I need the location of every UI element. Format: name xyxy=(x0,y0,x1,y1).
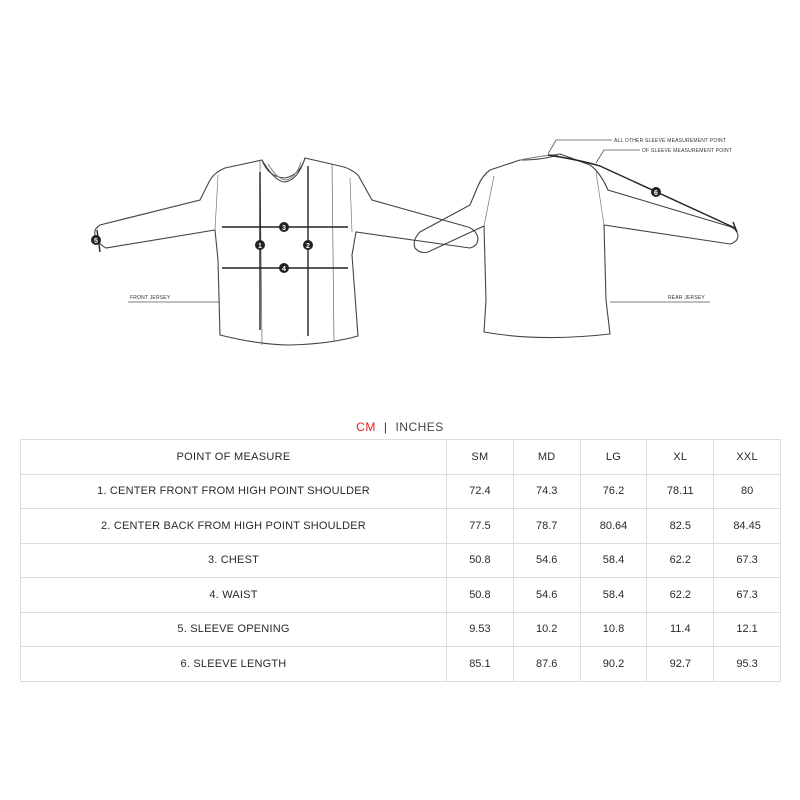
jersey-measurement-diagram xyxy=(0,0,800,380)
value-lg: 90.2 xyxy=(580,647,647,682)
value-lg: 58.4 xyxy=(580,543,647,578)
value-md: 10.2 xyxy=(513,612,580,647)
value-xxl: 80 xyxy=(714,474,781,509)
value-sm: 85.1 xyxy=(447,647,514,682)
table-row xyxy=(21,578,781,613)
value-sm: 50.8 xyxy=(447,578,514,613)
table-row xyxy=(21,612,781,647)
value-xxl: 67.3 xyxy=(714,578,781,613)
callout-upper-label: ALL OTHER SLEEVE MEASUREMENT POINT xyxy=(614,138,727,144)
header-size-xl: XL xyxy=(647,440,714,475)
unit-cm-option[interactable]: CM xyxy=(356,420,376,434)
rear-jersey-illustration xyxy=(414,154,738,338)
measure-label: 1. CENTER FRONT FROM HIGH POINT SHOULDER xyxy=(21,474,447,509)
value-md: 87.6 xyxy=(513,647,580,682)
value-lg: 80.64 xyxy=(580,509,647,544)
value-lg: 76.2 xyxy=(580,474,647,509)
marker-1-label: 1 xyxy=(258,243,262,250)
header-size-xxl: XXL xyxy=(714,440,781,475)
size-chart-table xyxy=(20,439,781,682)
value-xxl: 67.3 xyxy=(714,543,781,578)
measure-label: 5. SLEEVE OPENING xyxy=(21,612,447,647)
table-row xyxy=(21,543,781,578)
value-md: 78.7 xyxy=(513,509,580,544)
value-sm: 9.53 xyxy=(447,612,514,647)
value-md: 54.6 xyxy=(513,543,580,578)
value-md: 54.6 xyxy=(513,578,580,613)
table-header-row xyxy=(21,440,781,475)
header-point-of-measure: POINT OF MEASURE xyxy=(21,440,447,475)
measure-label: 6. SLEEVE LENGTH xyxy=(21,647,447,682)
table-row xyxy=(21,509,781,544)
marker-2-label: 2 xyxy=(306,243,310,250)
header-size-sm: SM xyxy=(447,440,514,475)
value-xl: 11.4 xyxy=(647,612,714,647)
header-size-md: MD xyxy=(513,440,580,475)
value-xl: 82.5 xyxy=(647,509,714,544)
measure-label: 3. CHEST xyxy=(21,543,447,578)
rear-jersey-label: REAR JERSEY xyxy=(668,295,705,301)
value-xl: 78.11 xyxy=(647,474,714,509)
front-jersey-label: FRONT JERSEY xyxy=(130,295,171,301)
value-lg: 10.8 xyxy=(580,612,647,647)
value-xl: 62.2 xyxy=(647,543,714,578)
value-xl: 92.7 xyxy=(647,647,714,682)
callout-lower-label: OF SLEEVE MEASUREMENT POINT xyxy=(642,148,733,154)
value-lg: 58.4 xyxy=(580,578,647,613)
table-row xyxy=(21,474,781,509)
value-sm: 72.4 xyxy=(447,474,514,509)
marker-5-label: 5 xyxy=(94,238,98,245)
table-row xyxy=(21,647,781,682)
front-measure-lines xyxy=(97,166,348,336)
unit-toggle xyxy=(0,420,800,434)
measure-label: 2. CENTER BACK FROM HIGH POINT SHOULDER xyxy=(21,509,447,544)
marker-4-label: 4 xyxy=(282,266,286,273)
value-sm: 50.8 xyxy=(447,543,514,578)
value-sm: 77.5 xyxy=(447,509,514,544)
value-xxl: 84.45 xyxy=(714,509,781,544)
measure-label: 4. WAIST xyxy=(21,578,447,613)
marker-3-label: 3 xyxy=(282,225,286,232)
value-xxl: 12.1 xyxy=(714,612,781,647)
unit-separator: | xyxy=(383,420,388,434)
header-size-lg: LG xyxy=(580,440,647,475)
value-md: 74.3 xyxy=(513,474,580,509)
unit-inches-option[interactable]: INCHES xyxy=(395,420,444,434)
value-xl: 62.2 xyxy=(647,578,714,613)
value-xxl: 95.3 xyxy=(714,647,781,682)
front-measure-markers xyxy=(91,222,313,273)
marker-6-label: 6 xyxy=(654,190,658,197)
